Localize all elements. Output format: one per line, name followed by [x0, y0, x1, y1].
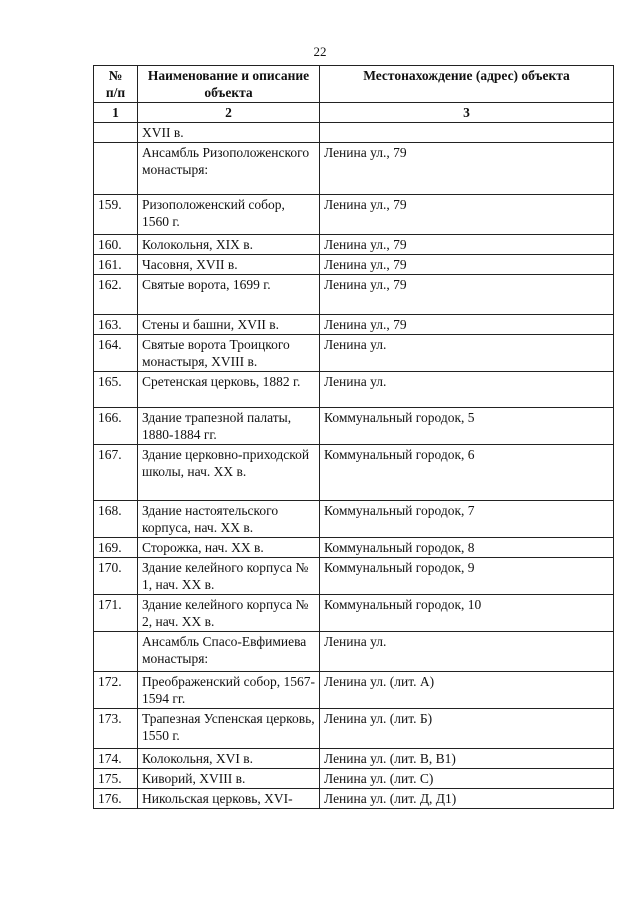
object-location: Ленина ул., 79	[320, 255, 614, 275]
table-row	[94, 672, 614, 709]
object-location: Ленина ул. (лит. А)	[320, 672, 614, 709]
row-number: 159.	[94, 195, 138, 235]
header-number: № п/п	[94, 66, 138, 103]
table-row	[94, 595, 614, 632]
table-row	[94, 143, 614, 195]
table-row	[94, 538, 614, 558]
table-row	[94, 315, 614, 335]
row-number: 163.	[94, 315, 138, 335]
column-number: 2	[138, 103, 320, 123]
page-number: 22	[313, 44, 327, 59]
row-number	[94, 123, 138, 143]
row-number: 165.	[94, 372, 138, 408]
object-name: Святые ворота, 1699 г.	[138, 275, 320, 315]
object-name: Сретенская церковь, 1882 г.	[138, 372, 320, 408]
row-number	[94, 143, 138, 195]
object-location: Коммунальный городок, 10	[320, 595, 614, 632]
object-name: Сторожка, нач. XX в.	[138, 538, 320, 558]
object-name: Здание келейного корпуса № 1, нач. XX в.	[138, 558, 320, 595]
row-number: 164.	[94, 335, 138, 372]
row-number: 176.	[94, 789, 138, 809]
object-location: Ленина ул.	[320, 372, 614, 408]
table-row	[94, 749, 614, 769]
object-location: Ленина ул.	[320, 335, 614, 372]
table-row	[94, 255, 614, 275]
header-name: Наименование и описание объекта	[138, 66, 320, 103]
row-number: 175.	[94, 769, 138, 789]
object-location: Коммунальный городок, 6	[320, 445, 614, 501]
table-row	[94, 275, 614, 315]
object-name: Здание трапезной палаты, 1880-1884 гг.	[138, 408, 320, 445]
object-location: Коммунальный городок, 5	[320, 408, 614, 445]
object-name: Никольская церковь, XVI-	[138, 789, 320, 809]
row-number: 170.	[94, 558, 138, 595]
row-number: 162.	[94, 275, 138, 315]
header-location: Местонахождение (адрес) объекта	[320, 66, 614, 103]
object-name: Трапезная Успенская церковь, 1550 г.	[138, 709, 320, 749]
row-number: 167.	[94, 445, 138, 501]
row-number: 160.	[94, 235, 138, 255]
object-location: Ленина ул., 79	[320, 195, 614, 235]
object-location: Ленина ул., 79	[320, 275, 614, 315]
table-row	[94, 558, 614, 595]
row-number: 161.	[94, 255, 138, 275]
object-name: Здание церковно-приходской школы, нач. XX в.	[138, 445, 320, 501]
object-location	[320, 123, 614, 143]
object-name: Здание настоятельского корпуса, нач. XX в.	[138, 501, 320, 538]
table-row	[94, 408, 614, 445]
table-row	[94, 769, 614, 789]
row-number: 171.	[94, 595, 138, 632]
object-name: Часовня, XVII в.	[138, 255, 320, 275]
object-location: Коммунальный городок, 7	[320, 501, 614, 538]
object-name: XVII в.	[138, 123, 320, 143]
object-name: Святые ворота Троицкого монастыря, XVIII в.	[138, 335, 320, 372]
table-row	[94, 501, 614, 538]
object-name: Здание келейного корпуса № 2, нач. XX в.	[138, 595, 320, 632]
object-location: Ленина ул., 79	[320, 143, 614, 195]
table-row	[94, 335, 614, 372]
object-location: Ленина ул., 79	[320, 235, 614, 255]
table-row	[94, 123, 614, 143]
object-name: Ансамбль Ризоположенского монастыря:	[138, 143, 320, 195]
row-number: 169.	[94, 538, 138, 558]
object-name: Стены и башни, XVII в.	[138, 315, 320, 335]
table-row	[94, 789, 614, 809]
table-row	[94, 372, 614, 408]
object-name: Ансамбль Спасо-Евфимиева монастыря:	[138, 632, 320, 672]
table-header-row	[94, 66, 614, 103]
table-row	[94, 709, 614, 749]
row-number	[94, 632, 138, 672]
table-row	[94, 632, 614, 672]
object-location: Ленина ул., 79	[320, 315, 614, 335]
object-location: Ленина ул. (лит. В, В1)	[320, 749, 614, 769]
row-number: 168.	[94, 501, 138, 538]
object-name: Колокольня, XIX в.	[138, 235, 320, 255]
object-location: Коммунальный городок, 9	[320, 558, 614, 595]
object-name: Киворий, XVIII в.	[138, 769, 320, 789]
table-row	[94, 235, 614, 255]
row-number: 173.	[94, 709, 138, 749]
table-row	[94, 195, 614, 235]
row-number: 174.	[94, 749, 138, 769]
object-location: Ленина ул. (лит. Б)	[320, 709, 614, 749]
row-number: 166.	[94, 408, 138, 445]
heritage-objects-table	[93, 65, 614, 809]
object-location: Ленина ул.	[320, 632, 614, 672]
object-name: Колокольня, XVI в.	[138, 749, 320, 769]
object-location: Коммунальный городок, 8	[320, 538, 614, 558]
table-row	[94, 445, 614, 501]
column-number: 1	[94, 103, 138, 123]
column-number: 3	[320, 103, 614, 123]
object-location: Ленина ул. (лит. С)	[320, 769, 614, 789]
object-name: Преображенский собор, 1567-1594 гг.	[138, 672, 320, 709]
object-name: Ризоположенский собор, 1560 г.	[138, 195, 320, 235]
row-number: 172.	[94, 672, 138, 709]
object-location: Ленина ул. (лит. Д, Д1)	[320, 789, 614, 809]
column-number-row	[94, 103, 614, 123]
